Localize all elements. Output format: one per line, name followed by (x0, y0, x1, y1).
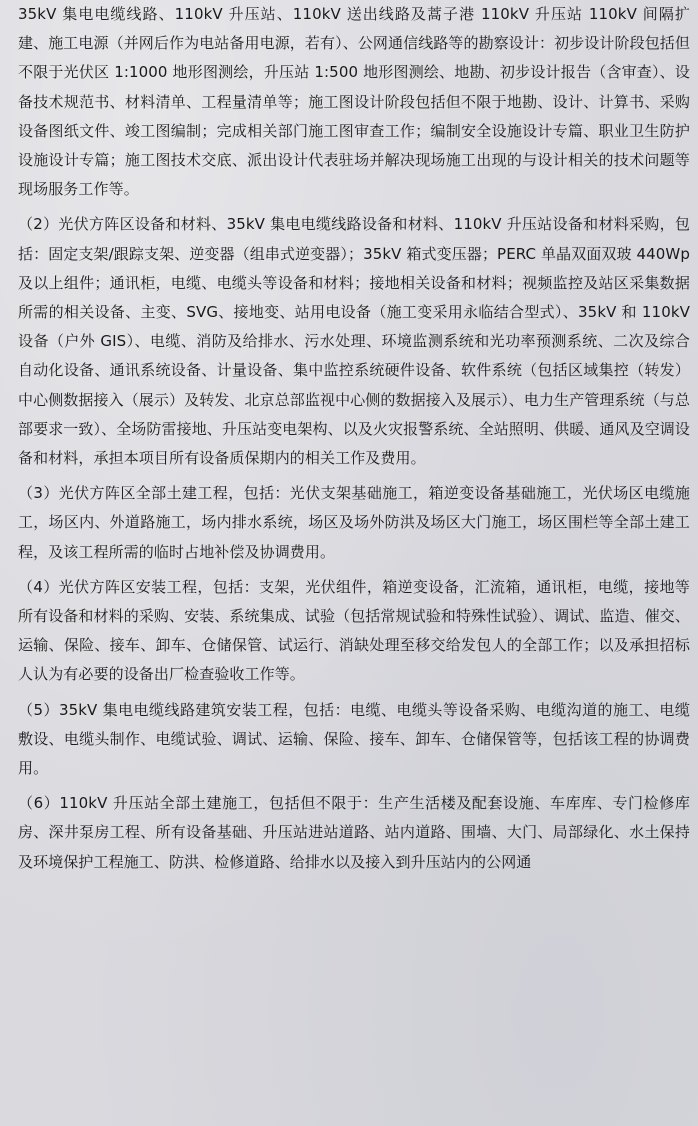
document-body (18, 0, 690, 877)
paragraph-2-equipment-procurement: （2）光伏方阵区设备和材料、35kV 集电电缆线路设备和材料、110kV 升压站设备和材料采购，包括：固定支架/跟踪支架、逆变器（组串式逆变器）；35kV 箱式变压器；PERC 单晶双面双玻 440Wp 及以上组件；通讯柜，电缆、电缆头等设备和材料；接地相关设备和材料；视频监控及站区采集数据所需的相关设备、主变、SVG、接地变、站用电设备（施工变采用永临结合型式）、35kV 和 110kV 设备（户外 GIS）、电缆、消防及给排水、污水处理、环境监测系统和光功率预测系统、二次及综合自动化设备、通讯系统设备、计量设备、集中监控系统硬件设备、软件系统（包括区域集控（转发）中心侧数据接入（展示）及转发、北京总部监视中心侧的数据接入及展示）、电力生产管理系统（与总部要求一致）、全场防雷接地、升压站变电架构、以及火灾报警系统、全站照明、供暖、通风及空调设备和材料，承担本项目所有设备质保期内的相关工作及费用。 (18, 215, 691, 468)
paragraph-5-cable-line-works: （5）35kV 集电电缆线路建筑安装工程，包括：电缆、电缆头等设备采购、电缆沟道的施工、电缆敷设、电缆头制作、电缆试验、调试、运输、保险、接车、卸车、仓储保管等，包括该工程的协调费用。 (18, 700, 690, 778)
paragraph-4-installation-works: （4）光伏方阵区安装工程，包括：支架，光伏组件，箱逆变设备，汇流箱，通讯柜，电缆，接地等所有设备和材料的采购、安装、系统集成、试验（包括常规试验和特殊性试验）、调试、监造、催交、运输、保险、接车、卸车、仓储保管、试运行、消缺处理至移交给发包人的全部工作；以及承担招标人认为有必要的设备出厂检查验收工作等。 (18, 577, 691, 684)
paragraph-1-design-scope: 35kV 集电电缆线路、110kV 升压站、110kV 送出线路及蒿子港 110kV 升压站 110kV 间隔扩建、施工电源（并网后作为电站备用电源，若有）、公网通信线路等的勘察设计：初步设计阶段包括但不限于光伏区 1:1000 地形图测绘，升压站 1:500 地形图测绘、地勘、初步设计报告（含审查）、设备技术规范书、材料清单、工程量清单等；施工图设计阶段包括但不限于地勘、设计、计算书、采购设备图纸文件、竣工图编制；完成相关部门施工图审查工作；编制安全设施设计专篇、职业卫生防护设施设计专篇；施工图技术交底、派出设计代表驻场并解决现场施工出现的与设计相关的技术问题等现场服务工作等。 (18, 5, 691, 199)
paragraph-6-substation-civil-works: （6）110kV 升压站全部土建施工，包括但不限于：生产生活楼及配套设施、车库库、专门检修库房、深井泵房工程、所有设备基础、升压站进站道路、站内道路、围墙、大门、局部绿化、水土保持及环境保护工程施工、防洪、检修道路、给排水以及接入到升压站内的公网通 (18, 794, 690, 871)
paragraph-3-civil-works: （3）光伏方阵区全部土建工程，包括：光伏支架基础施工，箱逆变设备基础施工，光伏场区电缆施工，场区内、外道路施工，场内排水系统，场区及场外防洪及场区大门施工，场区围栏等全部土建工程，及该工程所需的临时占地补偿及协调费用。 (18, 484, 690, 561)
